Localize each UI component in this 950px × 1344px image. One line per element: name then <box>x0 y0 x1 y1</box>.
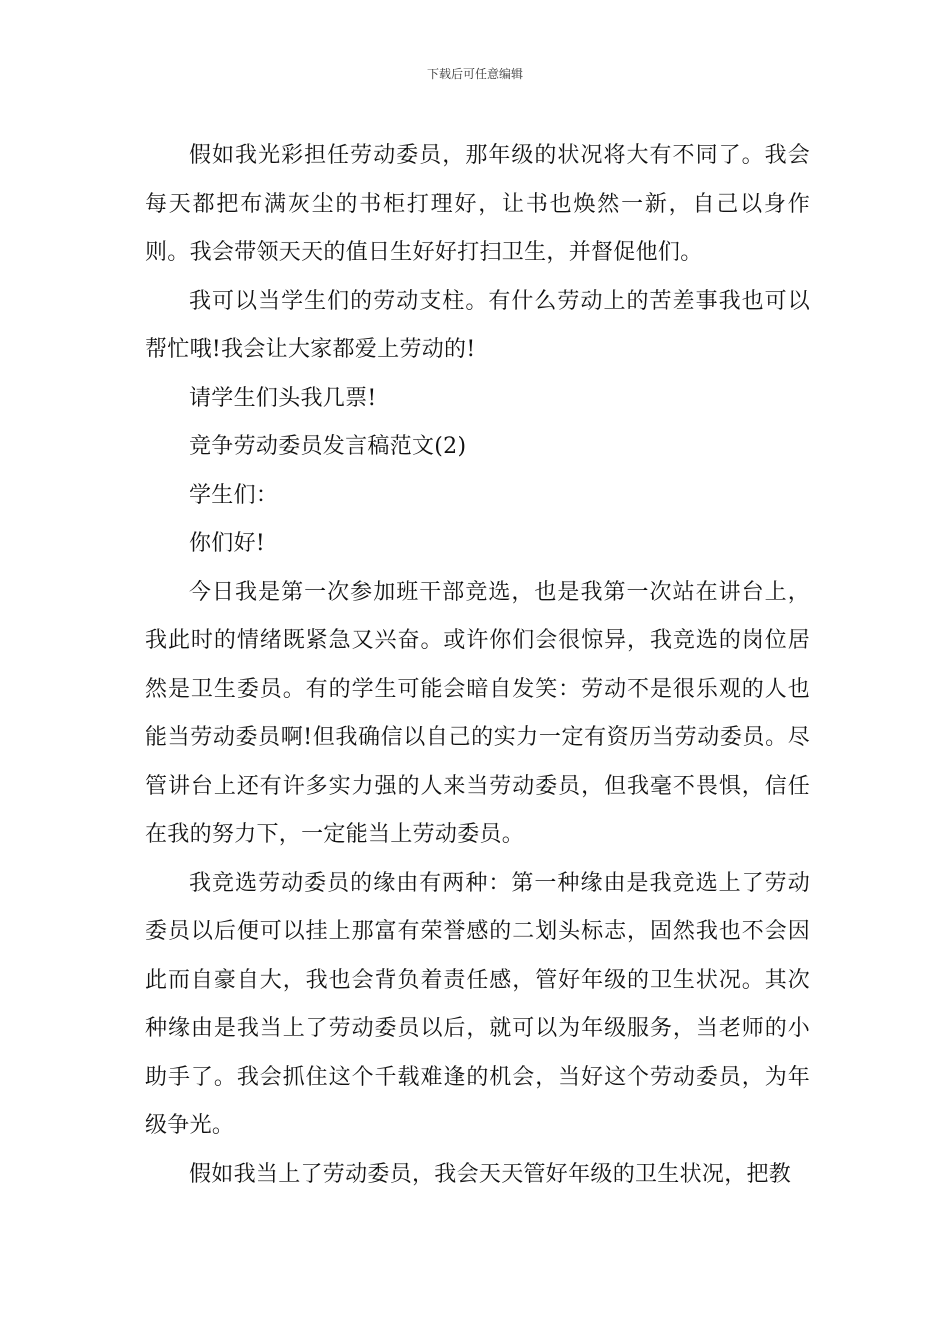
salutation: 学生们： <box>189 482 279 508</box>
paragraph: 我竞选劳动委员的缘由有两种：第一种缘由是我竞选上了劳动委员以后便可以挂上那富有荣誉感的二划头标志，固然我也不会因此而自豪自大，我也会背负着责任感，管好年级的卫生状况。其次种缘由是我当上了劳动委员以后，就可以为年级服务，当老师的小助手了。我会抓住这个千载难逢的机会，当好这个劳动委员，为年级争光。 <box>145 870 810 1138</box>
paragraph: 假如我当上了劳动委员，我会天天管好年级的卫生状况，把教 <box>189 1161 792 1187</box>
greeting: 你们好! <box>189 531 266 556</box>
paragraph: 假如我光彩担任劳动委员，那年级的状况将大有不同了。我会每天都把布满灰尘的书柜打理好，让书也焕然一新，自己以身作则。我会带领天天的值日生好好打扫卫生，并督促他们。 <box>145 143 810 265</box>
document-body <box>145 132 810 1199</box>
section-title: 竞争劳动委员发言稿范文(2) <box>189 434 467 459</box>
paragraph: 我可以当学生们的劳动支柱。有什么劳动上的苦差事我也可以帮忙哦!我会让大家都爱上劳动的! <box>145 288 810 362</box>
paragraph: 请学生们头我几票! <box>189 385 377 411</box>
paragraph: 今日我是第一次参加班干部竞选，也是我第一次站在讲台上，我此时的情绪既紧急又兴奋。或许你们会很惊异，我竞选的岗位居然是卫生委员。有的学生可能会暗自发笑：劳动不是很乐观的人也能当劳动委员啊!但我确信以自己的实力一定有资历当劳动委员。尽管讲台上还有许多实力强的人来当劳动委员，但我毫不畏惧，信任在我的努力下，一定能当上劳动委员。 <box>145 579 810 847</box>
page-header: 下载后可任意编辑 <box>426 67 523 81</box>
